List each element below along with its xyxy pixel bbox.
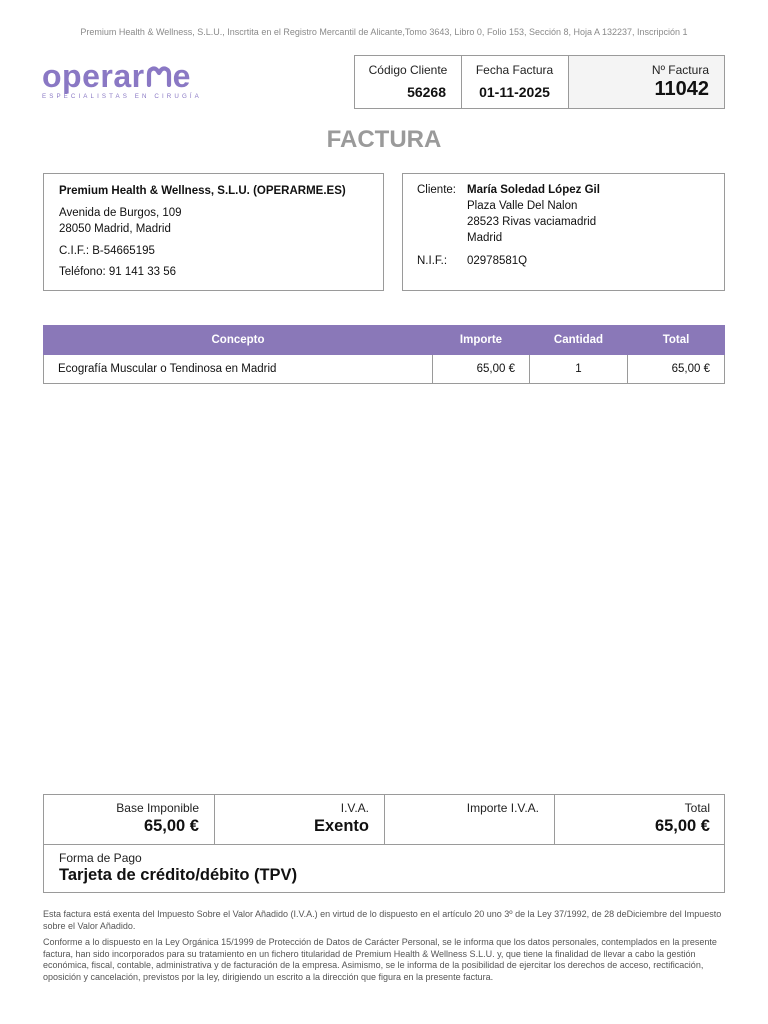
heart-icon — [146, 65, 172, 87]
iva-value: Exento — [313, 817, 369, 835]
logo-word-right: e — [172, 58, 191, 94]
vat-exemption-note: Esta factura está exenta del Impuesto Sobre el Valor Añadido (I.V.A.) en virtud de lo dispuesto en el artículo 20 uno 3º de la Ley 37/1992, de 28 deDiciembre del Impuesto sobre el Valor Añadido. — [43, 909, 722, 931]
base-value: 65,00 € — [143, 817, 199, 835]
client-name: María Soledad López Gil — [467, 184, 600, 196]
logo-tagline: ESPECIALISTAS EN CIRUGÍA — [42, 93, 202, 100]
company-logo — [42, 60, 242, 100]
base-cell — [44, 795, 215, 844]
header-cantidad: Cantidad — [530, 326, 628, 355]
data-protection-note: Conforme a lo dispuesto en la Ley Orgánica 15/1999 de Protección de Datos de Carácter Personal, se le informa que los datos personales, contemplados en la presente factura, han sido incorporados para su tratamiento en un fichero titularidad de Premium Health & Wellness S.L.U. y, que tiene la finalidad de llevar a cabo la gestión económica, fiscal, contable, administrativa y de facturación de la empresa. Asimismo, se le informa de la posibilidad de ejercitar los derechos de acceso, rectificación, oposición y cancelación, previstos por la ley, dirigiendo un escrito a la dirección que figura en la presente factura. — [43, 937, 717, 982]
client-box — [402, 173, 725, 291]
payment-label: Forma de Pago — [59, 851, 142, 865]
payment-section — [44, 844, 724, 893]
total-label: Total — [684, 801, 710, 815]
logo-word-left: operar — [42, 58, 145, 94]
client-nif: 02978581Q — [467, 255, 528, 267]
logo-wordmark — [42, 60, 242, 92]
header-concepto: Concepto — [44, 326, 433, 355]
issuer-address-1: Avenida de Burgos, 109 — [59, 207, 182, 219]
iva-label: I.V.A. — [340, 801, 369, 815]
table-row — [44, 355, 725, 384]
iva-cell — [215, 795, 385, 844]
row-concepto: Ecografía Muscular o Tendinosa en Madrid — [44, 355, 433, 384]
total-cell — [555, 795, 725, 844]
invoice-number-label: Nº Factura — [651, 63, 709, 77]
row-importe: 65,00 € — [433, 355, 530, 384]
client-label: Cliente: — [417, 184, 456, 196]
issuer-address-2: 28050 Madrid, Madrid — [59, 223, 171, 235]
header-total: Total — [628, 326, 725, 355]
client-details — [467, 182, 600, 246]
header-importe: Importe — [433, 326, 530, 355]
invoice-date-value: 01-11-2025 — [479, 84, 550, 100]
registry-line: Premium Health & Wellness, S.L.U., Inscrtita en el Registro Mercantil de Alicante,Tomo 3643, Libro 0, Folio 153, Sección 8, Hoja A 132237, Inscripción 1 — [80, 27, 688, 37]
iva-amount-cell — [385, 795, 555, 844]
client-address-1: Plaza Valle Del Nalon — [467, 200, 578, 212]
client-address-3: Madrid — [467, 232, 503, 244]
total-value: 65,00 € — [654, 817, 710, 835]
payment-value: Tarjeta de crédito/débito (TPV) — [59, 866, 298, 884]
base-label: Base Imponible — [116, 801, 199, 815]
issuer-cif: C.I.F.: B-54665195 — [59, 245, 155, 257]
invoice-date-label: Fecha Factura — [475, 63, 554, 77]
issuer-phone: Teléfono: 91 141 33 56 — [59, 266, 177, 278]
invoice-number-box — [568, 55, 725, 109]
items-table — [43, 325, 725, 384]
invoice-number-value: 11042 — [654, 78, 709, 100]
issuer-name: Premium Health & Wellness, S.L.U. (OPERARME.ES) — [59, 185, 346, 197]
client-code-label: Código Cliente — [368, 63, 448, 77]
client-nif-label: N.I.F.: — [417, 255, 448, 267]
invoice-date-box — [461, 55, 569, 109]
document-title: FACTURA — [326, 126, 442, 153]
row-cantidad: 1 — [530, 355, 628, 384]
client-code-value: 56268 — [407, 84, 446, 100]
client-code-box — [354, 55, 462, 109]
iva-amount-label: Importe I.V.A. — [466, 801, 539, 815]
totals-box — [43, 794, 725, 893]
items-table-header — [44, 326, 725, 355]
row-total: 65,00 € — [628, 355, 725, 384]
client-address-2: 28523 Rivas vaciamadrid — [467, 216, 597, 228]
issuer-box — [43, 173, 384, 291]
